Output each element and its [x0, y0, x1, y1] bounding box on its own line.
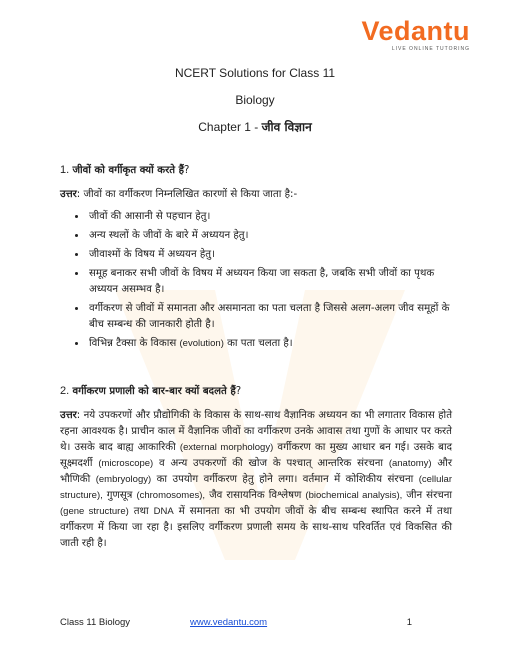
q1-number: 1.	[60, 164, 70, 176]
q2-number: 2.	[60, 385, 70, 397]
footer-class-label: Class 11 Biology	[60, 617, 131, 628]
footer-page-number: 1	[406, 617, 412, 628]
answer-2-text: व अन्य उपकरणों की खोज के पश्चात् आन्तरिक संरचना	[153, 458, 389, 469]
question-1	[60, 162, 452, 179]
bullet-6-latin: (evolution)	[179, 338, 224, 349]
vedantu-logo	[361, 18, 470, 52]
answer-2-text: गुणसूत्र	[102, 490, 137, 501]
chapter-prefix: Chapter 1 -	[198, 120, 262, 134]
answer-2-text: और भौणिकी	[60, 458, 452, 485]
term-microscope: (microscope)	[98, 458, 154, 469]
term-biochemical-analysis: (biochemical analysis),	[305, 490, 403, 501]
answer-2-text: : नये उपकरणों और प्रौद्योगिकी के विकास के साथ-साथ वैज्ञानिक अध्ययन का भी लगातार विकास होते रहना आवश्यक है। प्राचीन काल में वैज्ञानिक जीवों का वर्गीकरण उनके आवास तथा गुणों के आधार पर करते थे। उसके बाद बाह्य आकारिकी	[60, 410, 452, 453]
answer-2-text: का उपयोग वर्गीकरण हेतु होने लगा। वर्तमान में कोशिकीय संरचना	[151, 474, 419, 485]
term-gene-structure: (gene structure)	[60, 506, 129, 517]
answer-2-paragraph	[60, 408, 452, 552]
answer-1-intro	[60, 187, 452, 203]
term-anatomy: (anatomy)	[388, 458, 432, 469]
page-footer	[60, 617, 452, 631]
term-external-morphology: (external morphology)	[179, 442, 274, 453]
logo-brand: Vedantu	[361, 16, 470, 46]
answer-2-text: में समानता का भी उपयोग जीवों के बीच सम्बन्ध स्थापित करने में तथा वर्गीकरण में किया जा रहा है। इसलिए वर्गीकरण प्रणाली समय के साथ-साथ परिवर्तित एवं विकसित की जाती रही है।	[60, 506, 453, 549]
bullet-6-post: का पता चलता है।	[223, 338, 293, 349]
question-2	[60, 383, 452, 400]
doc-title: NCERT Solutions for Class 11	[174, 66, 336, 80]
document-body	[60, 162, 452, 552]
q1-qmark: ?	[184, 165, 190, 176]
answer-2-text: जैव रासायनिक विश्लेषण	[205, 490, 306, 501]
q1-text: जीवों को वर्गीकृत क्यों करते हैं	[72, 165, 185, 176]
q2-text: वर्गीकरण प्रणाली को बार-बार क्यों बदलते हैं	[72, 386, 236, 397]
answer-2-text: वर्गीकरण का मुख्य आधार बन गई। उसके बाद सूक्ष्मदर्शी	[60, 442, 453, 469]
answer-2-text: तथा	[128, 506, 154, 517]
list-item: • वर्गीकरण से जीवों में समानता और असमानता का पता चलता है जिससे अलग-अलग जीव समूहों के बीच सम्बन्ध की जानकारी होती है।	[87, 301, 452, 333]
term-cellular-structure: (cellular structure),	[60, 474, 452, 501]
logo-tagline: LIVE ONLINE TUTORING	[391, 46, 470, 52]
footer-website-link[interactable]: www.vedantu.com	[190, 617, 268, 628]
answer-2-label: उत्तर	[60, 410, 77, 421]
chapter-name: जीव विज्ञान	[261, 120, 312, 134]
term-dna: DNA	[153, 506, 174, 517]
list-item: • जीवाश्मों के विषय में अध्ययन हेतु।	[87, 247, 452, 263]
term-chromosomes: (chromosomes),	[136, 490, 206, 501]
list-item	[87, 336, 452, 352]
answer-2-text: जीन संरचना	[402, 490, 452, 501]
list-item: • अन्य स्थलों के जीवों के बारे में अध्ययन हेतु।	[87, 228, 452, 244]
list-item: • समूह बनाकर सभी जीवों के विषय में अध्ययन किया जा सकता है, जबकि सभी जीवों का पृथक अध्ययन असम्भव है।	[87, 266, 452, 298]
doc-subject: Biology	[235, 93, 275, 107]
q2-qmark: ?	[235, 386, 242, 397]
answer-1-list	[60, 209, 452, 352]
answer-1-intro-text: : जीवों का वर्गीकरण निम्नलिखित कारणों से किया जाता है:-	[76, 189, 298, 200]
doc-chapter	[0, 118, 510, 135]
answer-1-label: उत्तर	[60, 189, 77, 200]
term-embryology: (embryology)	[95, 474, 152, 485]
list-item: • जीवों की आसानी से पहचान हेतु।	[87, 209, 452, 225]
bullet-6-pre: विभिन्न टैक्सा के विकास	[89, 338, 180, 349]
